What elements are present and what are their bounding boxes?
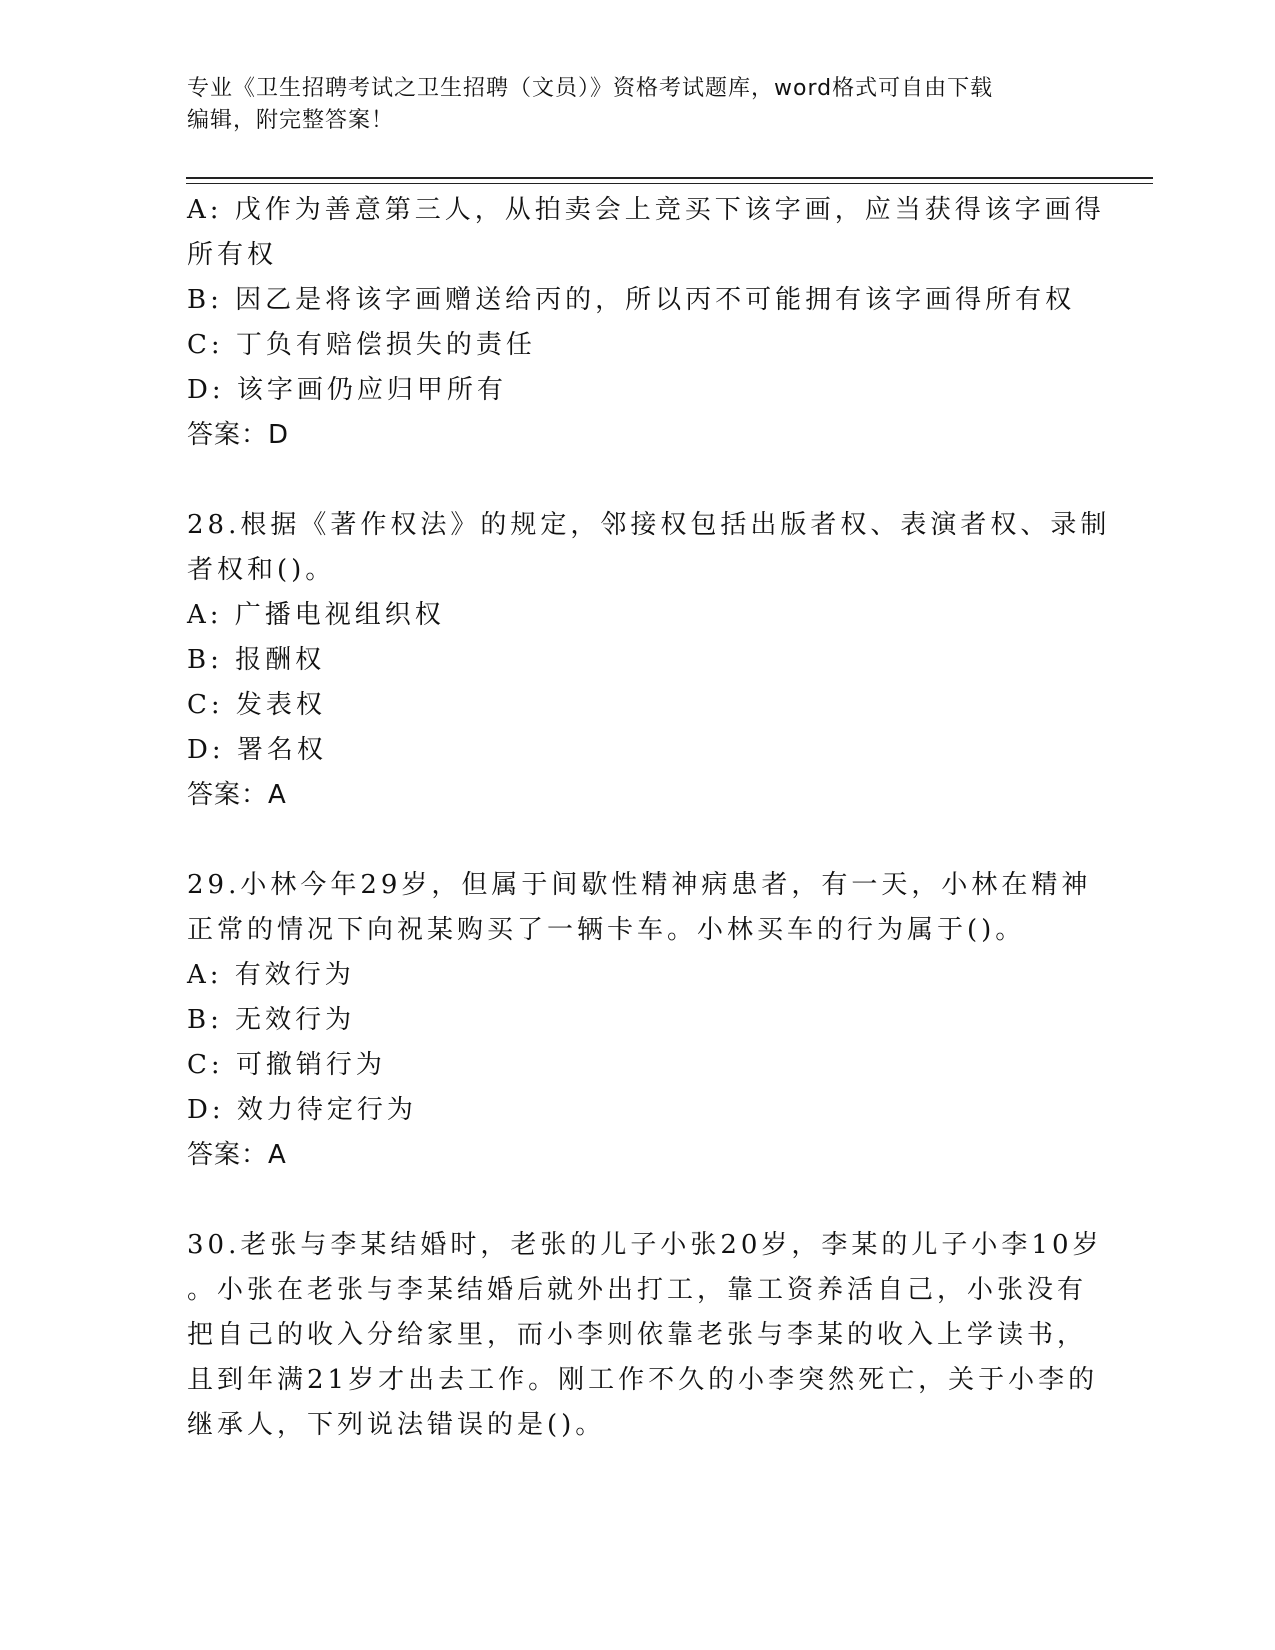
option-d: D: 效力待定行为 xyxy=(187,1095,417,1125)
header-line-2: 编辑，附完整答案！ xyxy=(187,108,395,133)
answer-label: 答案：A xyxy=(187,1140,287,1170)
option-d: D: 该字画仍应归甲所有 xyxy=(187,375,507,405)
question-29 xyxy=(187,863,1092,1178)
question-stem: 28.根据《著作权法》的规定，邻接权包括出版者权、表演者权、录制 xyxy=(187,510,1111,540)
option-c: C: 丁负有赔偿损失的责任 xyxy=(187,330,536,360)
question-stem-continued: 正常的情况下向祝某购买了一辆卡车。小林买车的行为属于()。 xyxy=(187,915,1026,945)
option-c: C: 发表权 xyxy=(187,690,326,720)
question-stem-continued: 继承人，下列说法错误的是()。 xyxy=(187,1410,606,1440)
question-stem-continued: 。小张在老张与李某结婚后就外出打工，靠工资养活自己，小张没有 xyxy=(187,1275,1088,1305)
option-a: A: 有效行为 xyxy=(187,960,355,990)
question-stem-continued: 把自己的收入分给家里，而小李则依靠老张与李某的收入上学读书， xyxy=(187,1320,1088,1350)
document-body xyxy=(187,188,1111,1448)
question-27 xyxy=(187,188,1105,458)
question-stem: 29.小林今年29岁，但属于间歇性精神病患者，有一天，小林在精神 xyxy=(187,870,1092,900)
question-stem-continued: 且到年满21岁才出去工作。刚工作不久的小李突然死亡，关于小李的 xyxy=(187,1365,1099,1395)
option-a: A: 戊作为善意第三人，从拍卖会上竞买下该字画，应当获得该字画得 xyxy=(187,195,1105,225)
question-stem-continued: 者权和()。 xyxy=(187,555,336,585)
question-stem: 30.老张与李某结婚时，老张的儿子小张20岁，李某的儿子小李10岁 xyxy=(187,1230,1103,1260)
header-divider-thin xyxy=(186,183,1153,184)
header-line-1: 专业《卫生招聘考试之卫生招聘（文员）》资格考试题库，word格式可自由下载 xyxy=(187,76,994,101)
question-28 xyxy=(187,503,1111,818)
option-b: B: 无效行为 xyxy=(187,1005,356,1035)
spacer xyxy=(187,1178,1087,1223)
spacer xyxy=(187,818,1087,863)
spacer xyxy=(187,458,1087,503)
option-a-continued: 所有权 xyxy=(187,240,278,270)
header-divider-thick xyxy=(186,177,1153,179)
option-a: A: 广播电视组织权 xyxy=(187,600,445,630)
option-b: B: 因乙是将该字画赠送给丙的，所以丙不可能拥有该字画得所有权 xyxy=(187,285,1076,315)
answer-label: 答案：A xyxy=(187,780,287,810)
option-b: B: 报酬权 xyxy=(187,645,326,675)
question-30 xyxy=(187,1223,1103,1448)
option-c: C: 可撤销行为 xyxy=(187,1050,386,1080)
document-header xyxy=(187,73,1067,137)
answer-label: 答案：D xyxy=(187,420,290,450)
option-d: D: 署名权 xyxy=(187,735,327,765)
